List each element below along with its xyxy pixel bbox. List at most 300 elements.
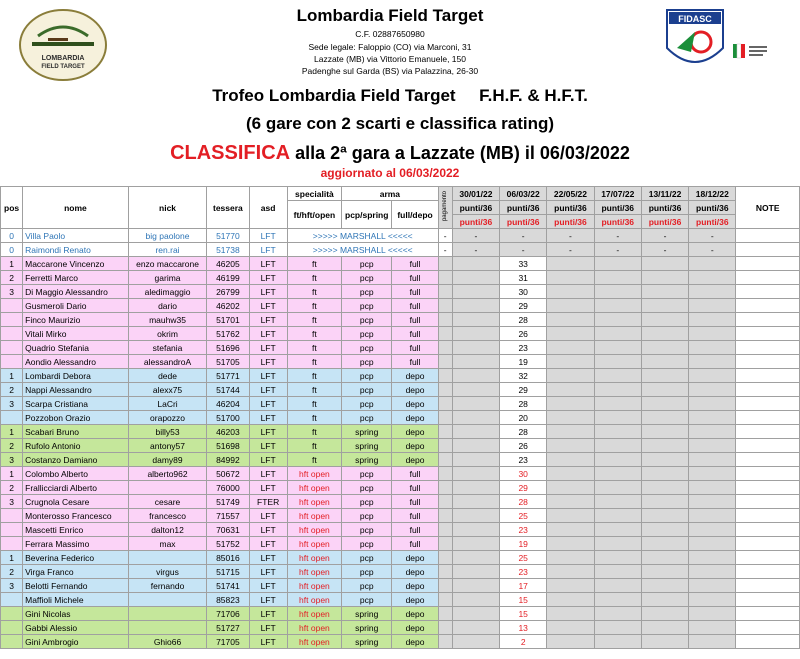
table-row [1,509,800,523]
nome-cell: Gabbi Alessio [23,621,129,635]
score-cell [547,299,594,313]
score-cell-2: 32 [500,369,547,383]
note-cell [736,425,800,439]
score-cell-2: 20 [500,411,547,425]
tessera-cell: 51700 [207,411,249,425]
arma-full-cell: full [392,271,438,285]
table-row [1,439,800,453]
note-cell [736,509,800,523]
note-cell [736,565,800,579]
score-cell [547,607,594,621]
score-cell-1 [452,299,499,313]
nome-cell: Maffioli Michele [23,593,129,607]
nick-cell: alessandroA [128,355,206,369]
note-cell [736,635,800,649]
asd-cell: LFT [249,551,287,565]
arma-full-cell: full [392,341,438,355]
specialita-cell: hft open [287,509,341,523]
pos-cell: 2 [1,383,23,397]
pagamento-cell: - [438,243,452,257]
score-cell-1 [452,579,499,593]
score-cell [689,313,736,327]
score-cell-2: 15 [500,593,547,607]
score-cell [689,341,736,355]
asd-cell: LFT [249,481,287,495]
score-cell-2: 30 [500,467,547,481]
specialita-cell: ft [287,383,341,397]
col-pagamento: pagamento [438,187,452,229]
ranking-table [0,186,800,649]
score-cell [689,467,736,481]
note-cell [736,229,800,243]
score-cell [641,579,688,593]
score-cell [547,635,594,649]
pos-cell [1,327,23,341]
nome-cell: Pozzobon Orazio [23,411,129,425]
col-punti-2: punti/36 [500,201,547,215]
page-header [0,0,800,186]
nick-cell: max [128,537,206,551]
score-cell [547,327,594,341]
arma-full-cell: depo [392,635,438,649]
score-cell [594,271,641,285]
arma-pcp-cell: pcp [342,593,392,607]
nick-cell [128,593,206,607]
pos-cell [1,607,23,621]
score-cell [594,285,641,299]
specialita-cell: hft open [287,593,341,607]
nick-cell: Ghio66 [128,635,206,649]
arma-full-cell: depo [392,593,438,607]
note-cell [736,313,800,327]
tessera-cell: 50672 [207,467,249,481]
score-cell [594,467,641,481]
pos-cell: 1 [1,467,23,481]
score-cell [689,579,736,593]
score-cell-2: 26 [500,439,547,453]
marshall-label: >>>>> MARSHALL <<<<< [287,229,438,243]
fidasc-logo [665,8,770,78]
nome-cell: Scarpa Cristiana [23,397,129,411]
score-cell [594,383,641,397]
note-cell [736,579,800,593]
score-cell [547,579,594,593]
nick-cell [128,481,206,495]
tessera-cell: 51738 [207,243,249,257]
score-cell-2: 13 [500,621,547,635]
score-cell [641,313,688,327]
tessera-cell: 71706 [207,607,249,621]
nome-cell: Colombo Alberto [23,467,129,481]
score-cell [689,607,736,621]
arma-pcp-cell: pcp [342,523,392,537]
note-cell [736,299,800,313]
classifica-label: CLASSIFICA [170,142,291,164]
specialita-cell: ft [287,327,341,341]
arma-pcp-cell: pcp [342,509,392,523]
nick-cell: alberto962 [128,467,206,481]
score-cell: - [452,229,499,243]
score-cell [641,467,688,481]
col-asd: asd [249,187,287,229]
nome-cell: Virga Franco [23,565,129,579]
pos-cell: 2 [1,565,23,579]
score-cell-1 [452,271,499,285]
arma-pcp-cell: pcp [342,341,392,355]
note-cell [736,397,800,411]
score-cell [641,453,688,467]
nome-cell: Ferrara Massimo [23,537,129,551]
asd-cell: LFT [249,229,287,243]
nick-cell: enzo maccarone [128,257,206,271]
tessera-cell: 84992 [207,453,249,467]
score-cell-1 [452,425,499,439]
score-cell [547,257,594,271]
score-cell [547,439,594,453]
score-cell [689,425,736,439]
specialita-cell: ft [287,299,341,313]
arma-pcp-cell: pcp [342,299,392,313]
score-cell [641,271,688,285]
asd-cell: LFT [249,453,287,467]
specialita-cell: hft open [287,621,341,635]
score-cell-2: 28 [500,313,547,327]
nick-cell: okrim [128,327,206,341]
score-cell [641,327,688,341]
score-cell [547,621,594,635]
score-cell-2: 28 [500,425,547,439]
tessera-cell: 51698 [207,439,249,453]
nome-cell: Costanzo Damiano [23,453,129,467]
nome-cell: Vitali Mirko [23,327,129,341]
score-cell [594,355,641,369]
score-cell [689,537,736,551]
pagamento-cell [438,439,452,453]
asd-cell: LFT [249,537,287,551]
nome-cell: Finco Maurizio [23,313,129,327]
asd-cell: LFT [249,439,287,453]
score-cell-2: 23 [500,565,547,579]
note-cell [736,453,800,467]
score-cell [594,481,641,495]
score-cell: - [452,243,499,257]
arma-full-cell: depo [392,411,438,425]
score-cell-2: 23 [500,523,547,537]
arma-pcp-cell: pcp [342,355,392,369]
score-cell-1 [452,621,499,635]
score-cell [547,537,594,551]
nome-cell: Maccarone Vincenzo [23,257,129,271]
arma-full-cell: full [392,537,438,551]
note-cell [736,593,800,607]
score-cell-1 [452,509,499,523]
score-cell-1 [452,551,499,565]
specialita-cell: ft [287,397,341,411]
arma-pcp-cell: pcp [342,397,392,411]
tessera-cell: 46202 [207,299,249,313]
nick-cell: mauhw35 [128,313,206,327]
asd-cell: LFT [249,425,287,439]
arma-full-cell: depo [392,607,438,621]
marshall-label: >>>>> MARSHALL <<<<< [287,243,438,257]
score-cell [594,537,641,551]
pos-cell [1,313,23,327]
score-cell-1 [452,355,499,369]
table-row [1,495,800,509]
specialita-cell: ft [287,355,341,369]
nome-cell: Nappi Alessandro [23,383,129,397]
arma-pcp-cell: pcp [342,467,392,481]
arma-full-cell: depo [392,579,438,593]
score-cell [594,369,641,383]
score-cell [547,509,594,523]
score-cell [594,565,641,579]
score-cell [689,621,736,635]
pagamento-cell [438,453,452,467]
col-arma: arma [342,187,439,201]
score-cell: - [689,243,736,257]
score-cell [641,439,688,453]
col-nick: nick [128,187,206,229]
score-cell-2: 2 [500,635,547,649]
lombardia-field-target-logo [18,8,108,83]
svg-text:FIELD TARGET: FIELD TARGET [41,64,85,70]
nick-cell: LaCri [128,397,206,411]
score-cell [594,607,641,621]
score-cell-1 [452,495,499,509]
score-cell-1 [452,481,499,495]
table-row [1,453,800,467]
pos-cell [1,593,23,607]
nome-cell: Frallicciardi Alberto [23,481,129,495]
score-cell-1 [452,607,499,621]
asd-cell: LFT [249,341,287,355]
note-cell [736,341,800,355]
score-cell [547,355,594,369]
score-cell: - [594,229,641,243]
score-cell-1 [452,411,499,425]
tessera-cell: 51762 [207,327,249,341]
col-punti-red-1: punti/36 [452,215,499,229]
arma-pcp-cell: pcp [342,285,392,299]
nome-cell: Aondio Alessandro [23,355,129,369]
score-cell-1 [452,313,499,327]
score-cell [547,425,594,439]
tessera-cell: 85823 [207,593,249,607]
asd-cell: LFT [249,299,287,313]
pos-cell: 0 [1,229,23,243]
nick-cell [128,551,206,565]
score-cell [689,565,736,579]
table-row [1,341,800,355]
asd-cell: LFT [249,509,287,523]
pagamento-cell [438,579,452,593]
pagamento-cell [438,355,452,369]
pos-cell: 1 [1,551,23,565]
note-cell [736,551,800,565]
tessera-cell: 71705 [207,635,249,649]
score-cell: - [547,229,594,243]
col-arma-sub2: full/depo [392,201,438,229]
table-row [1,271,800,285]
score-cell [689,383,736,397]
score-cell-1 [452,467,499,481]
specialita-cell: ft [287,257,341,271]
col-date-5: 13/11/22 [641,187,688,201]
table-row [1,425,800,439]
title-format: (6 gare con 2 scarti e classifica rating) [245,114,555,133]
asd-cell: LFT [249,593,287,607]
org-sede-2: Lazzate (MB) via Vittorio Emanuele, 150 [314,54,466,64]
arma-full-cell: full [392,355,438,369]
pos-cell: 2 [1,481,23,495]
nick-cell: dede [128,369,206,383]
nick-cell: cesare [128,495,206,509]
nick-cell: fernando [128,579,206,593]
score-cell: - [641,243,688,257]
score-cell-2: 26 [500,327,547,341]
asd-cell: LFT [249,579,287,593]
pos-cell [1,621,23,635]
arma-pcp-cell: spring [342,621,392,635]
arma-pcp-cell: pcp [342,411,392,425]
score-cell [689,593,736,607]
arma-pcp-cell: pcp [342,579,392,593]
nome-cell: Rufolo Antonio [23,439,129,453]
table-row [1,579,800,593]
col-punti-red-4: punti/36 [594,215,641,229]
asd-cell: LFT [249,369,287,383]
arma-full-cell: full [392,327,438,341]
pagamento-cell [438,523,452,537]
pagamento-cell [438,285,452,299]
pagamento-cell [438,551,452,565]
table-row [1,355,800,369]
score-cell [689,523,736,537]
pos-cell [1,299,23,313]
score-cell [547,411,594,425]
tessera-cell: 51701 [207,313,249,327]
pagamento-cell [438,369,452,383]
table-row [1,481,800,495]
col-date-6: 18/12/22 [689,187,736,201]
score-cell-1 [452,635,499,649]
score-cell [641,369,688,383]
arma-pcp-cell: pcp [342,257,392,271]
nome-cell: Beverina Federico [23,551,129,565]
nome-cell: Lombardi Debora [23,369,129,383]
score-cell [641,341,688,355]
pagamento-cell [438,383,452,397]
nick-cell: ren.rai [128,243,206,257]
nome-cell: Ferretti Marco [23,271,129,285]
asd-cell: LFT [249,411,287,425]
score-cell [594,635,641,649]
specialita-cell: ft [287,285,341,299]
score-cell [547,467,594,481]
score-cell [689,635,736,649]
table-row [1,299,800,313]
score-cell [689,453,736,467]
asd-cell: LFT [249,383,287,397]
score-cell [641,509,688,523]
arma-full-cell: depo [392,397,438,411]
col-punti-red-2: punti/36 [500,215,547,229]
col-punti-6: punti/36 [689,201,736,215]
nick-cell: big paolone [128,229,206,243]
title-trofeo: Trofeo Lombardia Field Target F.H.F. & H.F.T. [212,86,588,105]
arma-full-cell: full [392,285,438,299]
asd-cell: LFT [249,607,287,621]
col-nome: nome [23,187,129,229]
pagamento-cell [438,313,452,327]
tessera-cell: 51705 [207,355,249,369]
arma-pcp-cell: pcp [342,313,392,327]
org-sede-3: Padenghe sul Garda (BS) via Palazzina, 26-30 [301,66,479,76]
tessera-cell: 51752 [207,537,249,551]
col-punti-red-3: punti/36 [547,215,594,229]
table-row [1,551,800,565]
pos-cell [1,341,23,355]
specialita-cell: ft [287,369,341,383]
asd-cell: LFT [249,397,287,411]
score-cell [641,593,688,607]
note-cell [736,439,800,453]
score-cell-1 [452,537,499,551]
arma-pcp-cell: pcp [342,481,392,495]
pagamento-cell [438,411,452,425]
tessera-cell: 70631 [207,523,249,537]
score-cell-1 [452,257,499,271]
tessera-cell: 51744 [207,383,249,397]
table-row [1,635,800,649]
score-cell [689,257,736,271]
asd-cell: LFT [249,327,287,341]
svg-text:LOMBARDIA: LOMBARDIA [41,55,85,62]
tessera-cell: 51741 [207,579,249,593]
arma-full-cell: depo [392,425,438,439]
pos-cell: 0 [1,243,23,257]
asd-cell: LFT [249,621,287,635]
score-cell [547,481,594,495]
asd-cell: LFT [249,243,287,257]
tessera-cell: 46204 [207,397,249,411]
nome-cell: Raimondi Renato [23,243,129,257]
specialita-cell: hft open [287,551,341,565]
note-cell [736,243,800,257]
arma-full-cell: full [392,481,438,495]
svg-text:FIDASC: FIDASC [678,14,712,24]
score-cell [594,257,641,271]
score-cell [689,285,736,299]
pagamento-cell [438,327,452,341]
score-cell [594,523,641,537]
arma-pcp-cell: spring [342,607,392,621]
table-row [1,369,800,383]
score-cell [641,285,688,299]
note-cell [736,285,800,299]
table-row [1,397,800,411]
specialita-cell: hft open [287,565,341,579]
arma-full-cell: full [392,523,438,537]
nome-cell: Scabari Bruno [23,425,129,439]
arma-pcp-cell: spring [342,439,392,453]
pos-cell: 3 [1,285,23,299]
score-cell-2: 33 [500,257,547,271]
specialita-cell: hft open [287,523,341,537]
arma-pcp-cell: pcp [342,565,392,579]
score-cell [547,271,594,285]
